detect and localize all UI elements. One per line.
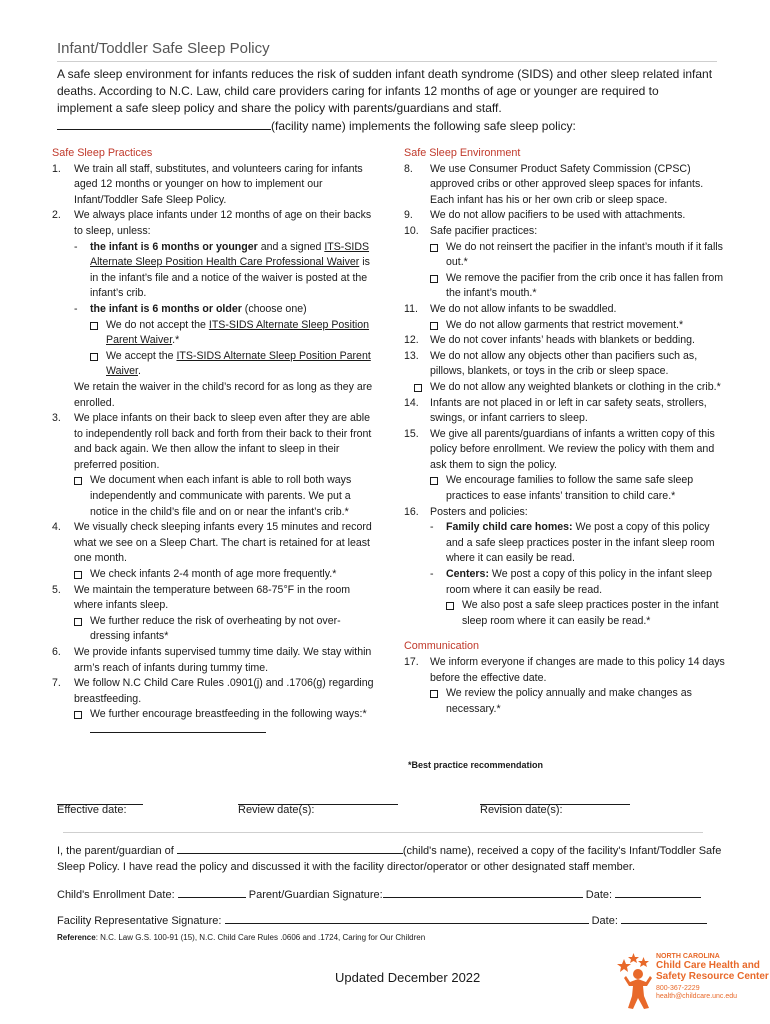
parent-date-blank[interactable]: [615, 897, 701, 898]
enrollment-signature-row: [57, 889, 727, 901]
facility-date-blank[interactable]: [621, 923, 707, 924]
enrollment-date-label: Child's Enrollment Date:: [57, 889, 175, 901]
intro-text: A safe sleep environment for infants reduces the risk of sudden infant death syndrome (SIDS) and other sleep related infant deaths. According to N.C. Law, child care providers caring for infants 12 months of age or younger are required to implement a safe sleep policy and share the policy with parents/guardians and staff.: [57, 67, 713, 116]
effective-date-label: Effective date:: [57, 804, 127, 816]
condition-text: We post a copy of this policy and a safe sleep practices poster in the infant sleep room where it can easily be read.: [446, 521, 715, 565]
item-text: We use Consumer Product Safety Commission (CPSC) approved cribs or other approved sleep spaces for infants. Each infant has his or her own crib or sleep space.: [430, 162, 704, 206]
parent-signature-label: Parent/Guardian Signature:: [248, 889, 383, 901]
child-name-blank[interactable]: [177, 853, 403, 854]
condition-text: We post a copy of this policy in the infant sleep room where it can easily be read.: [446, 568, 712, 596]
item-number: 10.: [404, 224, 419, 237]
reference-note: [57, 933, 425, 942]
item-text: We visually check sleeping infants every 15 minutes and record what we see on a Sleep Chart. The chart is retained for at least one month.: [74, 521, 372, 565]
policy-item-3: [52, 411, 374, 520]
checklist-item: [414, 380, 730, 396]
facility-rep-signature-label: Facility Representative Signature:: [57, 915, 222, 927]
checklist-text: We do not reinsert the pacifier in the infant’s mouth if it falls out.*: [446, 240, 723, 269]
item-number: 3.: [52, 412, 61, 425]
checklist-text: .*: [172, 334, 180, 347]
revision-date-label: Revision date(s):: [480, 804, 563, 816]
condition-bold: the infant is 6 months or older: [90, 302, 242, 315]
policy-item-6: [52, 645, 374, 676]
safe-sleep-practices-column: [52, 146, 374, 739]
policy-item-9: [404, 208, 730, 224]
checklist-item: [446, 598, 730, 629]
review-date-blank[interactable]: [238, 804, 398, 805]
acknowledgement-paragraph: [57, 843, 727, 875]
policy-item-1: [52, 162, 374, 209]
item-2-condition-b: - the infant is 6 months or older (choose one) We do not accept the ITS-SIDS Alternate Sleep Position Parent Waiver.* We accept the ITS-SIDS Alternate Sleep Position Parent Waiver.: [74, 302, 374, 380]
condition-bold: Centers:: [446, 568, 489, 581]
parent-waiver-link[interactable]: ITS-SIDS Alternate Sleep Position Parent Waiver: [106, 318, 370, 347]
condition-text: is in the infant’s file and a notice of the waiver is posted at the infant’s crib.: [90, 256, 370, 300]
updated-date: Updated December 2022: [335, 970, 481, 985]
checkbox[interactable]: [74, 477, 82, 485]
item-text: We inform everyone if changes are made to this policy 14 days before the effective date.: [430, 656, 725, 684]
logo-email[interactable]: health@childcare.unc.edu: [656, 993, 738, 1000]
logo-line-2: Child Care Health and: [656, 960, 760, 971]
checklist-text: We further encourage breastfeeding in the following ways:*: [90, 708, 367, 721]
logo-line-3: Safety Resource Center: [656, 971, 769, 982]
item-number: 5.: [52, 583, 61, 596]
item-text: We place infants on their back to sleep even after they are able to independently roll back and forth from their back to their front and back again. We then allow the infant to sleep in their preferred position.: [74, 412, 372, 471]
policy-item-5: [52, 583, 374, 645]
revision-date-blank[interactable]: [480, 804, 630, 805]
policy-item-13: [404, 349, 730, 380]
item-text: We do not allow infants to be swaddled.: [430, 302, 617, 315]
policy-item-12: [404, 333, 730, 349]
checklist-text: We encourage families to follow the same safe sleep practices to ease infants’ transition to child care.*: [446, 474, 694, 503]
checklist-text: .: [137, 365, 141, 378]
health-care-waiver-link[interactable]: ITS-SIDS Alternate Sleep Position Health Care Professional Waiver: [90, 240, 370, 269]
checkbox[interactable]: [430, 244, 438, 252]
ack-text: I, the parent/guardian of: [57, 845, 174, 857]
item-text: We do not allow any objects other than pacifiers such as, pillows, blankets, or toys in the crib or sleep space.: [430, 349, 698, 378]
item-number: 11.: [404, 302, 418, 315]
item-number: 14.: [404, 396, 419, 409]
breastfeeding-ways-blank[interactable]: [90, 732, 266, 733]
checklist-item: [430, 318, 730, 334]
item-text: Posters and policies:: [430, 505, 528, 518]
checklist-item: [74, 707, 374, 738]
item-number: 12.: [404, 334, 419, 347]
facility-rep-signature-blank[interactable]: [225, 923, 589, 924]
item-text: We follow N.C Child Care Rules .0901(j) and .1706(g) regarding breastfeeding.: [74, 677, 374, 705]
checkbox[interactable]: [90, 353, 98, 361]
checklist-item: [90, 349, 374, 380]
logo-phone: 800-367-2229: [656, 985, 700, 992]
item-number: 6.: [52, 646, 61, 658]
checklist-text: We document when each infant is able to roll both ways independently and communicate with parents. We put a notice in the child’s file and on or near the infant’s crib.*: [90, 474, 352, 518]
policy-item-10: [404, 224, 730, 302]
item-number: 9.: [404, 209, 413, 222]
policy-item-8: [404, 162, 730, 209]
section-divider: [63, 832, 703, 833]
date-label: Date:: [585, 889, 613, 901]
item-text: We provide infants supervised tummy time daily. We stay within arm’s reach of infants during tummy time.: [74, 646, 372, 674]
checklist-text: We remove the pacifier from the crib once it has fallen from the infant’s mouth.*: [446, 271, 724, 300]
checkbox[interactable]: [414, 384, 422, 392]
checklist-text: We do not allow any weighted blankets or clothing in the crib.*: [430, 380, 721, 393]
item-text: Safe pacifier practices:: [430, 224, 538, 237]
item-text: We always place infants under 12 months of age on their backs to sleep, unless:: [74, 209, 372, 237]
item-text: We do not cover infants’ heads with blankets or bedding.: [430, 334, 696, 347]
policy-item-15: [404, 427, 730, 505]
item-number: 16.: [404, 505, 419, 518]
logo-text: [656, 953, 769, 1001]
item-16-centers: - Centers: We post a copy of this policy in the infant sleep room where it can easily be read. We also post a safe sleep practices poster in the infant sleep room where it can easily be read.*: [430, 567, 730, 629]
checklist-text: We do not accept the: [106, 318, 209, 331]
logo-line-1: NORTH CAROLINA: [656, 953, 720, 960]
checklist-item: [430, 271, 730, 302]
checkbox[interactable]: [446, 602, 454, 610]
policy-item-4: [52, 520, 374, 582]
enrollment-date-blank[interactable]: [178, 897, 246, 898]
checkbox[interactable]: [430, 275, 438, 283]
checklist-text: We accept the: [106, 349, 177, 362]
condition-text: and a signed: [257, 240, 325, 253]
safe-sleep-practices-heading: Safe Sleep Practices: [52, 147, 153, 159]
ack-text: (child's name), received a copy of the facility's Infant/Toddler Safe Sleep Policy. I have read the policy and discussed it with the facility director/operator or other designated staff member.: [57, 845, 722, 873]
checklist-item: [430, 686, 730, 717]
checklist-item: [74, 473, 374, 520]
checkbox[interactable]: [430, 690, 438, 698]
checkbox[interactable]: [90, 322, 98, 330]
item-number: 1.: [52, 162, 61, 175]
checkbox[interactable]: [74, 618, 82, 626]
item-text: Infants are not placed in or left in car safety seats, strollers, swings, or infant carriers to sleep.: [430, 396, 707, 425]
item-text: We give all parents/guardians of infants a written copy of this policy before enrollment. We review the policy with them and ask them to sign the policy.: [430, 427, 715, 471]
page-title: Infant/Toddler Safe Sleep Policy: [57, 40, 270, 57]
condition-text: (choose one): [241, 302, 307, 315]
item-number: 4.: [52, 521, 61, 534]
item-16-family-homes: - Family child care homes: We post a copy of this policy and a safe sleep practices poster in the infant sleep room where it can easily be read.: [430, 521, 715, 565]
effective-date-blank[interactable]: [57, 804, 143, 805]
reference-label: Reference: [57, 933, 96, 942]
policy-item-16: [404, 505, 730, 630]
condition-bold: the infant is 6 months or younger: [90, 240, 258, 253]
facility-name-blank[interactable]: [57, 129, 271, 130]
communication-heading: Communication: [404, 640, 480, 653]
parent-waiver-link[interactable]: ITS-SIDS Alternate Sleep Position Parent Waiver: [106, 349, 371, 378]
item-number: 15.: [404, 427, 419, 440]
best-practice-footnote: *Best practice recommendation: [408, 760, 544, 770]
checklist-item: [430, 240, 730, 271]
parent-signature-blank[interactable]: [383, 897, 583, 898]
facility-line: (facility name) implements the following safe sleep policy:: [271, 118, 576, 133]
date-label: Date:: [591, 915, 618, 927]
checklist-item: [90, 318, 374, 349]
item-2-condition-a: - the infant is 6 months or younger and a signed ITS-SIDS Alternate Sleep Position Health Care Professional Waiver is in the infant’s file and a notice of the waiver is posted at the infant’s crib.: [74, 240, 370, 300]
policy-item-7: [52, 676, 374, 738]
checklist-text: We further reduce the risk of overheating by not over-dressing infants*: [90, 614, 341, 643]
safe-sleep-environment-heading: Safe Sleep Environment: [404, 147, 521, 159]
policy-item-17: [404, 655, 730, 717]
checkbox[interactable]: [430, 322, 438, 330]
intro-paragraph: [57, 66, 717, 135]
retain-waiver-text: We retain the waiver in the child’s record for as long as they are enrolled.: [74, 380, 373, 409]
checklist-text: We also post a safe sleep practices poster in the infant sleep room where it can easily be read.*: [462, 599, 719, 627]
checklist-item: [430, 473, 730, 504]
checklist-item: [74, 614, 374, 645]
item-number: 2.: [52, 209, 61, 222]
reference-text: : N.C. Law G.S. 100-91 (15), N.C. Child Care Rules .0606 and .1724, Caring for Our Children: [95, 933, 426, 942]
item-number: 13.: [404, 349, 419, 362]
safe-sleep-environment-column: [404, 146, 730, 717]
item-text: We do not allow pacifiers to be used with attachments.: [430, 209, 686, 222]
review-date-label: Review date(s):: [238, 804, 315, 816]
item-text: We train all staff, substitutes, and volunteers caring for infants aged 12 months or younger on how to implement our Infant/Toddler Safe Sleep Policy.: [74, 162, 363, 206]
item-number: 8.: [404, 162, 413, 175]
checklist-text: We do not allow garments that restrict movement.*: [446, 318, 684, 331]
condition-bold: Family child care homes:: [446, 521, 573, 534]
checklist-text: We check infants 2-4 month of age more frequently.*: [90, 568, 337, 581]
policy-item-11: [404, 302, 730, 333]
checklist-text: We review the policy annually and make changes as necessary.*: [446, 687, 692, 715]
facility-signature-row: [57, 915, 727, 927]
policy-item-2: [52, 208, 374, 411]
checkbox[interactable]: [74, 571, 82, 579]
title-divider: [57, 61, 717, 62]
checkbox[interactable]: [430, 477, 438, 485]
item-text: We maintain the temperature between 68-75°F in the room where infants sleep.: [74, 583, 351, 612]
policy-item-14: [404, 396, 730, 427]
item-number: 7.: [52, 677, 61, 690]
item-number: 17.: [404, 656, 419, 668]
checklist-item: [74, 567, 374, 583]
checkbox[interactable]: [74, 711, 82, 719]
